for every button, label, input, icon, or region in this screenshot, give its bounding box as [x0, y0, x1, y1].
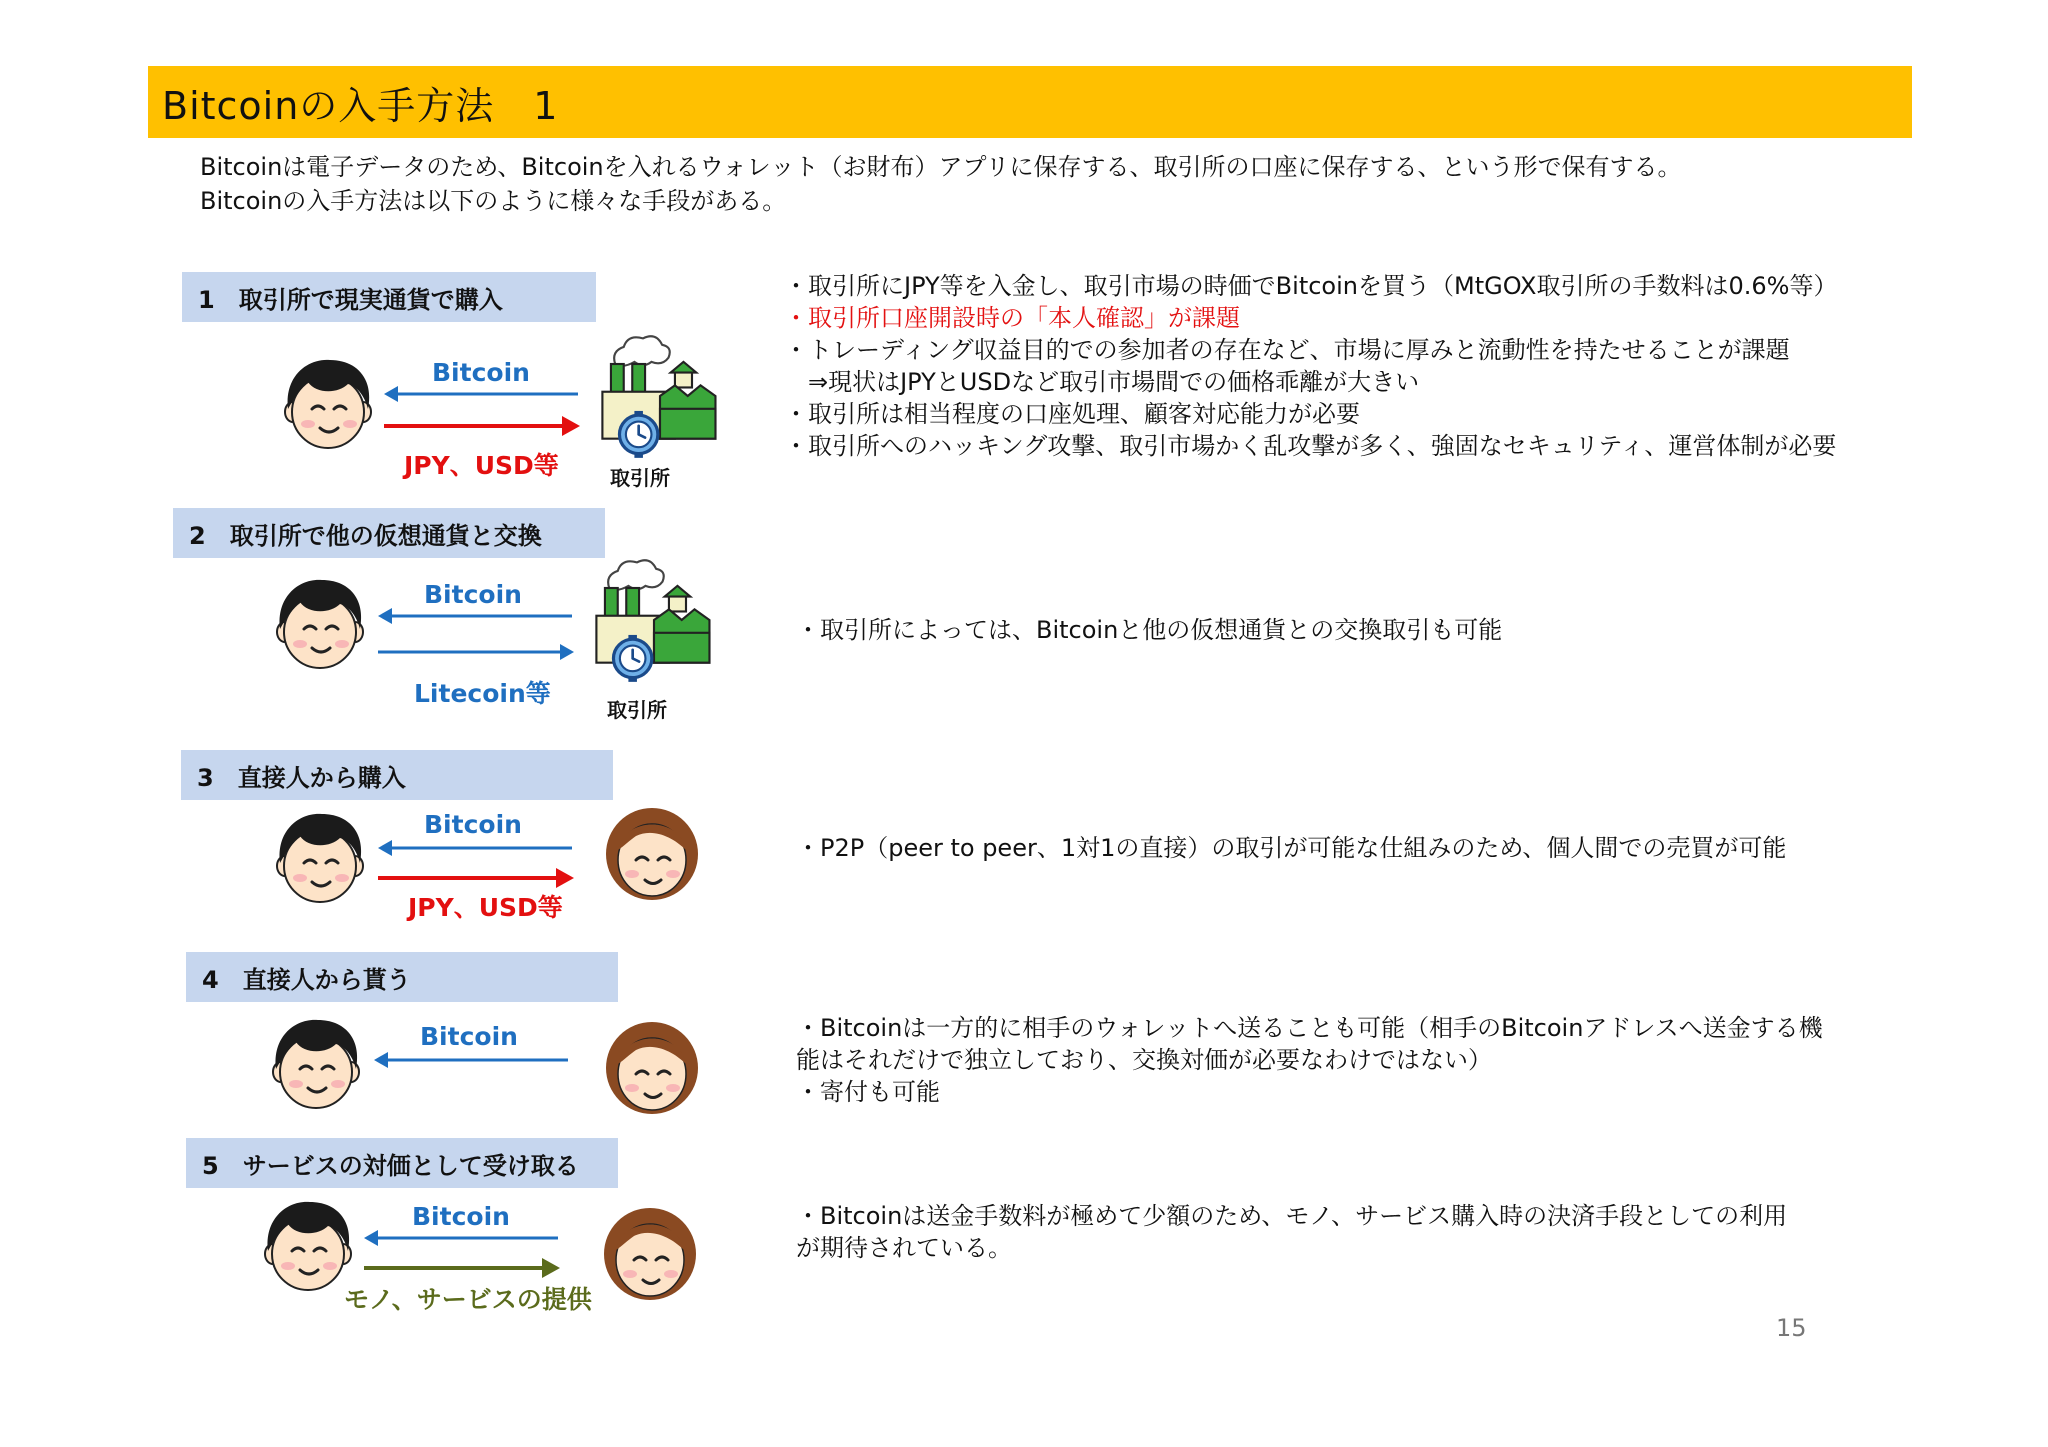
title-bar — [148, 66, 1912, 138]
desc-line: ⇒現状はJPYとUSDなど取引市場間での価格乖離が大きい — [784, 368, 1420, 396]
person-woman-icon — [602, 1016, 702, 1116]
arrow-right — [376, 642, 576, 662]
person-icon — [258, 1196, 358, 1296]
section-2-description — [796, 614, 1502, 646]
person-woman-icon — [600, 1202, 700, 1302]
desc-line: ・取引所へのハッキング攻撃、取引市場かく乱攻撃が多く、強固なセキュリティ、運営体制が必要 — [784, 432, 1837, 460]
exchange-factory-icon — [590, 556, 718, 684]
section-4-description — [796, 1012, 1823, 1108]
desc-line: ・取引所は相当程度の口座処理、顧客対応能力が必要 — [784, 400, 1360, 428]
arrow-label-bottom: モノ、サービスの提供 — [344, 1285, 592, 1314]
desc-line: ・寄付も可能 — [796, 1078, 940, 1106]
page-number: 15 — [1776, 1314, 1807, 1342]
person-icon — [266, 1014, 366, 1114]
arrow-label-bottom: JPY、USD等 — [404, 451, 559, 480]
arrow-left — [376, 838, 576, 858]
arrow-label-bottom: JPY、USD等 — [408, 893, 563, 922]
desc-line: 能はそれだけで独立しており、交換対価が必要なわけではない） — [796, 1046, 1492, 1074]
desc-line-highlight: ・取引所口座開設時の「本人確認」が課題 — [784, 304, 1240, 332]
desc-line: ・Bitcoinは送金手数料が極めて少額のため、モノ、サービス購入時の決済手段としての利用 — [796, 1202, 1788, 1230]
person-woman-icon — [602, 802, 702, 902]
desc-line: ・トレーディング収益目的での参加者の存在など、市場に厚みと流動性を持たせることが課題 — [784, 336, 1790, 364]
desc-line: ・Bitcoinは一方的に相手のウォレットへ送ることも可能（相手のBitcoinアドレスへ送金する機 — [796, 1014, 1823, 1042]
desc-line: ・取引所にJPY等を入金し、取引市場の時価でBitcoinを買う（MtGOX取引所の手数料は0.6%等） — [784, 272, 1838, 300]
arrow-right — [362, 1256, 562, 1280]
section-5-description — [796, 1200, 1787, 1264]
section-label-5: 5 サービスの対価として受け取る — [186, 1138, 618, 1188]
arrow-label-top: Bitcoin — [424, 580, 522, 609]
arrow-label-bottom: Litecoin等 — [414, 679, 551, 708]
exchange-factory-icon — [596, 332, 724, 460]
section-3-description — [796, 832, 1786, 864]
arrow-left — [382, 384, 582, 404]
arrow-label-top: Bitcoin — [432, 358, 530, 387]
section-label-1: 1 取引所で現実通貨で購入 — [182, 272, 596, 322]
desc-line: ・P2P（peer to peer、1対1の直接）の取引が可能な仕組みのため、個人間での売買が可能 — [796, 834, 1787, 862]
person-icon — [270, 574, 370, 674]
arrow-label-top: Bitcoin — [424, 810, 522, 839]
section-label-4: 4 直接人から貰う — [186, 952, 618, 1002]
arrow-left — [362, 1228, 562, 1248]
desc-line: ・取引所によっては、Bitcoinと他の仮想通貨との交換取引も可能 — [796, 616, 1503, 644]
intro-line: Bitcoinは電子データのため、Bitcoinを入れるウォレット（お財布）アプリに保存する、取引所の口座に保存する、という形で保有する。 — [200, 153, 1682, 181]
person-icon — [278, 354, 378, 454]
section-label-2: 2 取引所で他の仮想通貨と交換 — [173, 508, 605, 558]
exchange-label: 取引所 — [610, 466, 670, 490]
section-1-description — [784, 270, 1837, 462]
arrow-right — [382, 414, 582, 438]
arrow-left — [376, 606, 576, 626]
arrow-label-top: Bitcoin — [420, 1022, 518, 1051]
section-label-3: 3 直接人から購入 — [181, 750, 613, 800]
page-title: Bitcoinの入手方法 1 — [162, 83, 559, 128]
intro-text — [200, 150, 1681, 218]
person-icon — [270, 808, 370, 908]
intro-line: Bitcoinの入手方法は以下のように様々な手段がある。 — [200, 187, 787, 215]
arrow-left — [372, 1050, 572, 1070]
desc-line: が期待されている。 — [796, 1234, 1012, 1262]
arrow-right — [376, 866, 576, 890]
arrow-label-top: Bitcoin — [412, 1202, 510, 1231]
exchange-label: 取引所 — [607, 698, 667, 722]
